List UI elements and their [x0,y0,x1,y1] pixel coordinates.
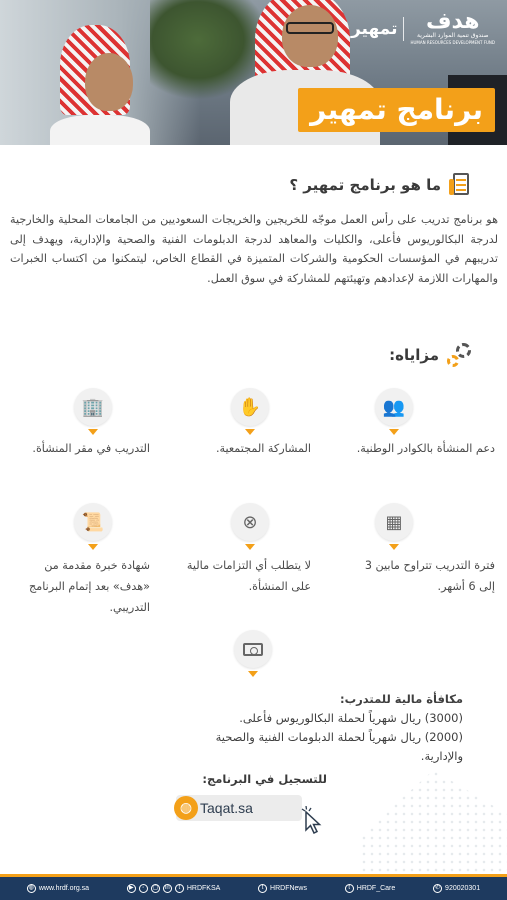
hrdf-logo [410,9,495,46]
logo-separator [403,17,404,41]
feature-item-community [171,388,311,488]
feature-item-duration [355,503,495,603]
certificate-icon: 📜 [74,503,112,541]
program-name-small: تمهير [350,19,398,39]
footer-phone[interactable]: ✆ 920020301 [435,885,481,892]
feature-item-national-staff [355,388,495,488]
footer-website[interactable]: ◍ www.hrdf.org.sa [28,885,90,892]
twitter-icon: t [258,884,267,893]
reward-line-diploma: (2000) ريال شهرياً لحملة الدبلومات الفنية والصحية والإدارية. [215,730,463,763]
feature-text: التدريب في مقر المنشأة. [32,442,150,455]
person-left [40,15,150,145]
gears-icon [447,343,471,367]
linkedin-icon: in [163,884,172,893]
snapchat-icon: ◦ [139,884,148,893]
features-heading [389,343,471,367]
reward-info [203,690,463,766]
hero-banner-image [0,0,507,145]
about-paragraph: هو برنامج تدريب على رأس العمل موجّه للخريجين والخريجات السعوديين من الجامعات المحلية والخارجية لدرجة البكالوريوس فأعلى، والكليات والمعاهد لدرجة الدبلومات الفنية والصحية والإدارية، ويهدف إلى تدريبهم في المؤسسات الحكومية والشركات المتميزة في القطاع الخاص، ليتمكنوا من اكتساب الخبرات والمهارات اللازمة لإعدادهم وتهيئتهم للمشاركة في سوق العمل. [10,213,498,285]
feature-text: لا يتطلب أي التزامات مالية على المنشأة. [186,559,311,593]
about-heading [289,173,471,197]
cursor-click-icon [300,806,324,834]
money-icon [234,630,272,668]
brand-logo-area [350,9,495,46]
dot-pattern-decoration [360,770,507,880]
feature-text: دعم المنشأة بالكوادر الوطنية. [356,442,495,455]
footer-social-hrdfnews[interactable]: t HRDFNews [258,884,307,893]
register-url[interactable]: Taqat.sa [200,800,253,816]
team-icon: 👥 [375,388,413,426]
no-cost-icon: ⊗ [231,503,269,541]
feature-item-no-cost [171,503,311,603]
youtube-icon: ▶ [127,884,136,893]
instagram-icon: ▢ [152,885,159,891]
footer-social-hrdfksa[interactable]: ▶ ◦ ▢ in t HRDFKSA [127,884,220,893]
twitter-icon: t [175,884,184,893]
reward-line-bachelor: (3000) ريال شهرياً لحملة البكالوريوس فأعلى. [239,711,463,725]
globe-icon: ◍ [174,796,198,820]
hrdf-logo-arabic: صندوق تنمية الموارد البشرية [417,32,489,39]
building-icon: 🏢 [74,388,112,426]
feature-item-onsite-training [10,388,150,488]
page-title: برنامج تمهير [298,88,495,132]
twitter-icon: t [345,884,354,893]
footer-bar [0,877,507,900]
feature-item-certificate [10,503,150,613]
about-heading-text: ما هو برنامج تمهير ؟ [289,176,441,194]
features-heading-text: مزاياه: [389,346,439,364]
calendar-icon: ▦ [375,503,413,541]
hrdf-logo-mark: هدف [425,9,480,34]
globe-icon: ◍ [28,885,34,891]
feature-text: فترة التدريب تتراوح مابين 3 إلى 6 أشهر. [364,559,495,593]
document-icon [449,173,471,197]
handshake-icon: ✋ [231,388,269,426]
footer-social-hrdfcare[interactable]: t HRDF_Care [345,884,396,893]
register-label: للتسجيل في البرنامج: [202,772,327,786]
reward-title: مكافأة مالية للمتدرب: [339,692,463,706]
phone-icon: ✆ [435,885,441,891]
hrdf-logo-english: HUMAN RESOURCES DEVELOPMENT FUND [410,40,495,45]
feature-text: المشاركة المجتمعية. [215,442,311,455]
feature-text: شهادة خبرة مقدمة من «هدف» بعد إتمام البرنامج التدريبي. [29,559,150,614]
